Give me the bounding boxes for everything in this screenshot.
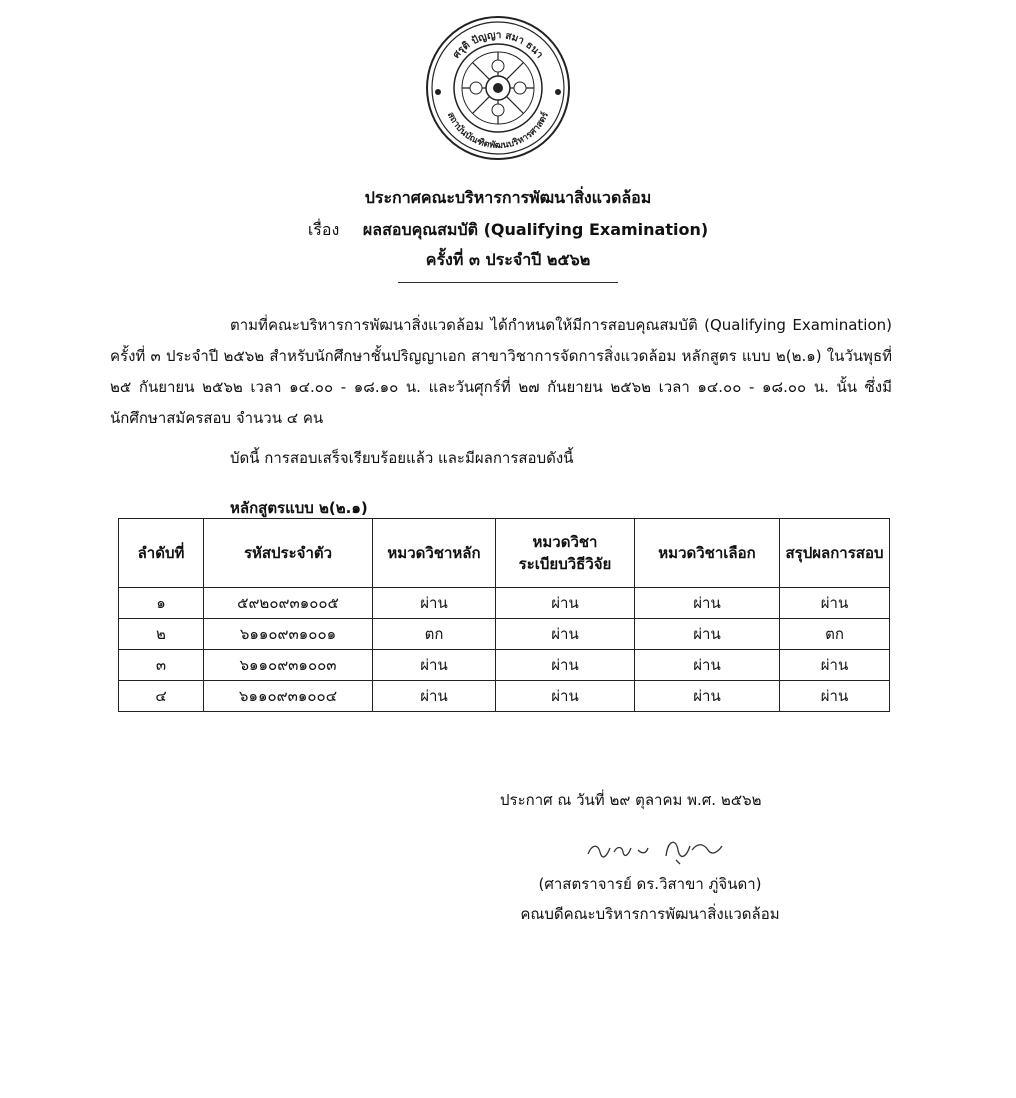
- cell-order: ๒: [119, 619, 204, 650]
- seal-text-bottom: สถาบันบัณฑิตพัฒนบริหารศาสตร์: [444, 110, 552, 152]
- results-table: [118, 518, 890, 712]
- cell-elective-result: ผ่าน: [635, 619, 780, 650]
- col-header-core-subject: หมวดวิชาหลัก: [373, 519, 496, 588]
- cell-research-result: ผ่าน: [496, 619, 635, 650]
- signer-name: (ศาสตราจารย์ ดร.วิสาขา ภู่จินดา): [538, 875, 762, 893]
- table-row: [119, 588, 890, 619]
- cell-student-id: ๕๙๒๐๙๓๑๐๐๕: [204, 588, 373, 619]
- announcement-round: ครั้งที่ ๓ ประจำปี ๒๕๖๒: [425, 250, 591, 269]
- cell-core-result: ผ่าน: [373, 588, 496, 619]
- cell-summary-result: ผ่าน: [780, 588, 890, 619]
- cell-summary-result: ผ่าน: [780, 650, 890, 681]
- signer-title: คณบดีคณะบริหารการพัฒนาสิ่งแวดล้อม: [520, 905, 780, 923]
- table-row: [119, 650, 890, 681]
- announcement-title: ประกาศคณะบริหารการพัฒนาสิ่งแวดล้อม: [364, 188, 652, 207]
- cell-order: ๔: [119, 681, 204, 712]
- table-row: [119, 619, 890, 650]
- col-header-order: ลำดับที่: [119, 519, 204, 588]
- handwritten-signature: [580, 830, 730, 866]
- body-paragraph: ตามที่คณะบริหารการพัฒนาสิ่งแวดล้อม ได้กำหนดให้มีการสอบคุณสมบัติ (Qualifying Examination) ครั้งที่ ๓ ประจำปี ๒๕๖๒ สำหรับนักศึกษาชั้นปริญญาเอก สาขาวิชาการจัดการสิ่งแวดล้อม หลักสูตร แบบ ๒(๒.๑) ในวันพุธที่ ๒๕ กันยายน ๒๕๖๒ เวลา ๑๔.๐๐ - ๑๘.๑๐ น. และวันศุกร์ที่ ๒๗ กันยายน ๒๕๖๒ เวลา ๑๔.๐๐ - ๑๘.๐๐ น. นั้น ซึ่งมีนักศึกษาสมัครสอบ จำนวน ๔ คน: [110, 316, 892, 427]
- cell-research-result: ผ่าน: [496, 588, 635, 619]
- cell-elective-result: ผ่าน: [635, 681, 780, 712]
- col-header-elective: หมวดวิชาเลือก: [635, 519, 780, 588]
- announcement-subject: [0, 218, 1016, 243]
- cell-order: ๑: [119, 588, 204, 619]
- cell-summary-result: ตก: [780, 619, 890, 650]
- title-divider: [398, 282, 618, 283]
- cell-elective-result: ผ่าน: [635, 650, 780, 681]
- cell-research-result: ผ่าน: [496, 650, 635, 681]
- announcement-date: ประกาศ ณ วันที่ ๒๙ ตุลาคม พ.ศ. ๒๕๖๒: [500, 791, 762, 809]
- cell-student-id: ๖๑๑๐๙๓๑๐๐๑: [204, 619, 373, 650]
- cell-summary-result: ผ่าน: [780, 681, 890, 712]
- cell-order: ๓: [119, 650, 204, 681]
- dharma-wheel-seal-icon: [424, 14, 572, 162]
- table-title: หลักสูตรแบบ ๒(๒.๑): [230, 499, 368, 517]
- cell-student-id: ๖๑๑๐๙๓๑๐๐๔: [204, 681, 373, 712]
- cell-elective-result: ผ่าน: [635, 588, 780, 619]
- body-paragraph-result-intro: บัดนี้ การสอบเสร็จเรียบร้อยแล้ว และมีผลการสอบดังนี้: [230, 449, 574, 467]
- seal-text-top: ศรุติ ปัญญา สมา ธนา: [451, 29, 545, 61]
- cell-core-result: ตก: [373, 619, 496, 650]
- cell-student-id: ๖๑๑๐๙๓๑๐๐๓: [204, 650, 373, 681]
- cell-core-result: ผ่าน: [373, 650, 496, 681]
- table-header-row: [119, 519, 890, 588]
- subject-label: เรื่อง: [307, 220, 340, 239]
- cell-core-result: ผ่าน: [373, 681, 496, 712]
- col-header-research-method: หมวดวิชา ระเบียบวิธีวิจัย: [496, 519, 635, 588]
- col-header-summary: สรุปผลการสอบ: [780, 519, 890, 588]
- col-header-student-id: รหัสประจำตัว: [204, 519, 373, 588]
- subject-text: ผลสอบคุณสมบัติ (Qualifying Examination): [362, 220, 709, 239]
- table-row: [119, 681, 890, 712]
- cell-research-result: ผ่าน: [496, 681, 635, 712]
